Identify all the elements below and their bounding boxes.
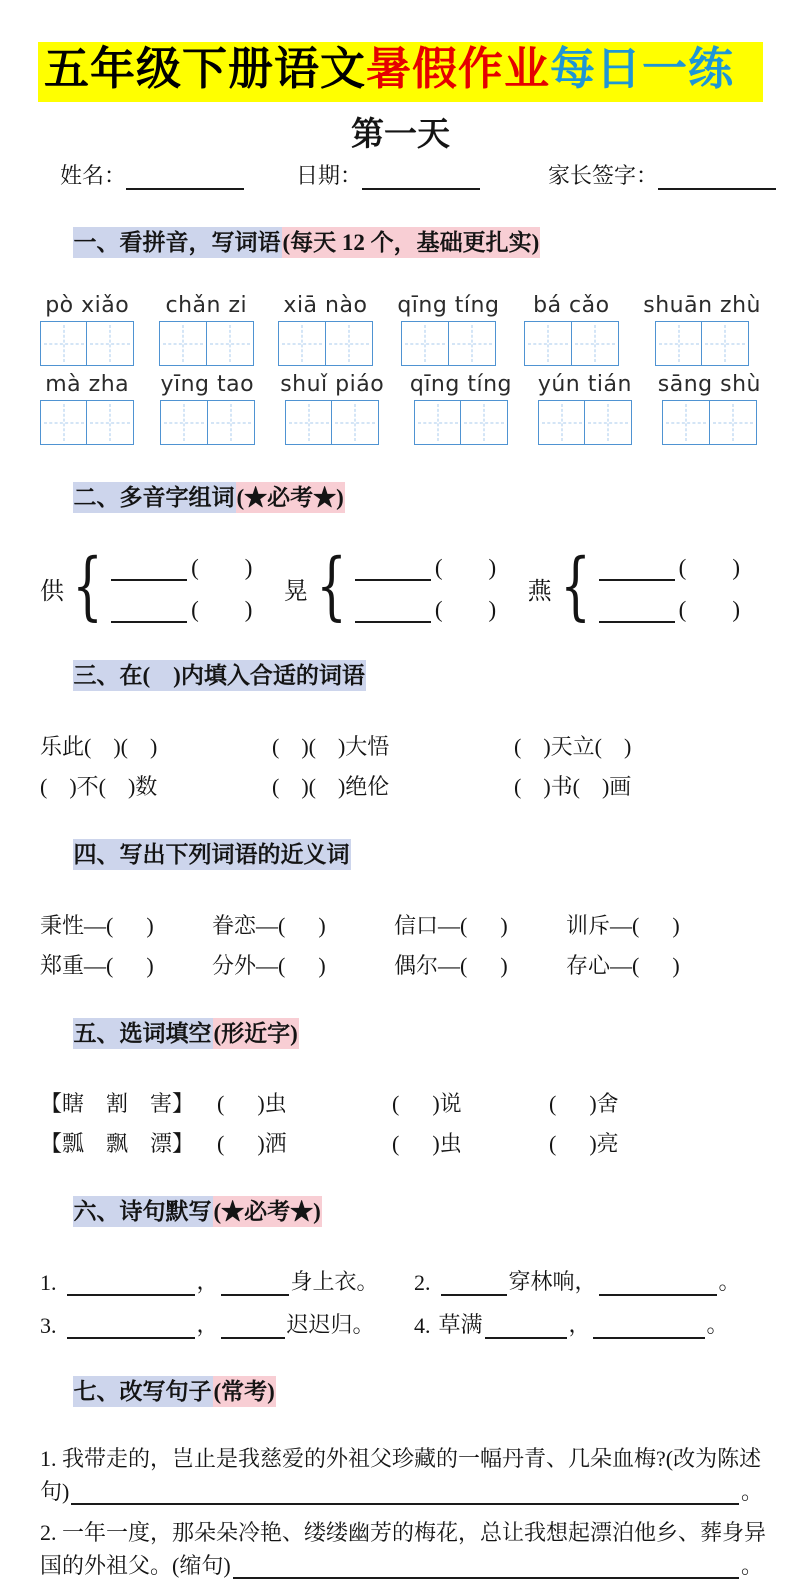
title-part-daily: 每日一练	[550, 44, 735, 94]
word-column	[159, 293, 253, 366]
polyphone-group	[527, 542, 740, 629]
pinyin-row	[40, 293, 761, 366]
blank-line[interactable]	[485, 1325, 567, 1339]
writing-grid	[285, 400, 379, 445]
blank-line[interactable]	[658, 176, 776, 190]
word-column	[278, 293, 372, 366]
sentence-1-period: 。	[740, 1478, 763, 1504]
writing-grid	[40, 321, 134, 366]
pinyin-label: pò xiǎo	[45, 293, 130, 319]
word-choice-blank: ( )舍	[549, 1091, 619, 1117]
blank-line[interactable]	[599, 609, 675, 623]
writing-cell[interactable]	[207, 400, 255, 445]
date-field-group	[296, 159, 480, 190]
blank-line[interactable]	[111, 609, 187, 623]
word-column	[40, 372, 134, 445]
text-fragment: )	[244, 597, 253, 623]
polyphone-answer-line	[599, 555, 740, 581]
writing-cell[interactable]	[584, 400, 632, 445]
word-choice-blank: ( )虫	[392, 1131, 462, 1157]
poem-item-number: 2.	[414, 1270, 431, 1296]
polyphone-answer-line	[111, 597, 252, 623]
section-6-title: 六、诗句默写	[73, 1196, 213, 1227]
writing-cell[interactable]	[709, 400, 757, 445]
synonym-blank: 训斥—( )	[566, 912, 680, 938]
name-field-group	[60, 159, 244, 190]
writing-cell[interactable]	[86, 400, 134, 445]
blank-line[interactable]	[126, 176, 244, 190]
poem-item-number: 4.	[414, 1313, 431, 1339]
section-4	[38, 810, 763, 980]
polyphone-answers	[355, 555, 496, 623]
section-6	[38, 1167, 763, 1339]
synonym-blank: 郑重—( )	[40, 952, 154, 978]
writing-grid	[40, 400, 134, 445]
polyphone-row	[40, 542, 740, 629]
text-fragment: 身上衣。	[290, 1269, 379, 1295]
writing-cell[interactable]	[538, 400, 586, 445]
pinyin-row	[40, 372, 761, 445]
polyphone-character: 燕	[527, 578, 552, 605]
text-fragment: ，	[568, 1312, 591, 1338]
idiom-blank: 乐此( )( )	[40, 734, 158, 759]
section-2-title: 二、多音字组词	[73, 482, 236, 513]
text-fragment: )	[732, 555, 740, 581]
section-3	[38, 631, 763, 801]
section-5-rows	[38, 1087, 763, 1158]
word-choice-blank: ( )亮	[549, 1131, 619, 1157]
pinyin-label: sāng shù	[657, 372, 761, 398]
section-6-header	[38, 1167, 763, 1257]
section-2-header	[38, 453, 763, 543]
word-choice-blank: ( )说	[392, 1091, 462, 1117]
writing-grid	[278, 321, 372, 366]
text-fragment: )	[244, 555, 253, 581]
synonym-blank: 偶尔—( )	[394, 952, 508, 978]
idiom-blank: ( )书( )画	[514, 774, 632, 799]
poem-items	[40, 1265, 763, 1339]
text-fragment: (	[434, 555, 443, 581]
writing-grid	[538, 400, 632, 445]
writing-grid	[524, 321, 618, 366]
word-choice-blank: ( )洒	[217, 1131, 287, 1157]
section-4-title: 四、写出下列词语的近义词	[73, 839, 351, 870]
writing-cell[interactable]	[448, 321, 496, 366]
info-row	[38, 159, 763, 190]
rewrite-sentence-2	[40, 1516, 767, 1582]
poem-item	[414, 1308, 763, 1339]
polyphone-character: 供	[40, 578, 64, 605]
idiom-blank: ( )不( )数	[40, 774, 158, 799]
writing-grid	[160, 400, 254, 445]
pinyin-label: bá cǎo	[533, 293, 610, 319]
writing-grid	[401, 321, 495, 366]
blank-line[interactable]	[599, 567, 675, 581]
text-fragment: 穿林响，	[508, 1269, 597, 1295]
section-5-note: (形近字)	[213, 1018, 299, 1049]
day-title: 第一天	[351, 117, 450, 154]
section-7-note: (常考)	[213, 1376, 276, 1407]
title-part-homework: 暑假作业	[366, 44, 551, 94]
fill-in-row	[40, 1087, 763, 1118]
idiom-blank: ( )天立( )	[514, 734, 632, 759]
writing-grid	[655, 321, 749, 366]
writing-grid	[414, 400, 508, 445]
sentence-1-text: 1. 我带走的，岂止是我慈爱的外祖父珍藏的一幅丹青、几朵血梅?(改为陈述	[40, 1445, 762, 1471]
pinyin-label: xiā nào	[283, 293, 368, 319]
worksheet-title-banner	[38, 42, 763, 102]
blank-line[interactable]	[441, 1282, 507, 1296]
word-choice-blank: 【瞎 割 害】	[40, 1091, 195, 1117]
text-fragment: )	[488, 555, 497, 581]
writing-grid	[662, 400, 756, 445]
word-column	[538, 372, 632, 445]
word-choice-blank: ( )虫	[217, 1091, 287, 1117]
poem-item	[414, 1265, 763, 1296]
blank-line[interactable]	[111, 567, 187, 581]
blank-line[interactable]	[355, 609, 431, 623]
brace-glyph: {	[559, 542, 591, 629]
name-field-group-label: 姓名：	[60, 163, 127, 189]
text-fragment: ，	[196, 1312, 219, 1338]
text-fragment: (	[191, 555, 199, 581]
writing-cell[interactable]	[571, 321, 619, 366]
word-column	[160, 372, 254, 445]
section-1	[38, 198, 763, 445]
synonym-blank: 眷恋—( )	[212, 912, 326, 938]
poem-item-number: 3.	[40, 1313, 57, 1339]
section-5-header	[38, 989, 763, 1079]
pinyin-label: shuǐ piáo	[280, 372, 385, 398]
text-fragment: (	[678, 555, 687, 581]
blank-line[interactable]	[221, 1325, 285, 1339]
blank-line[interactable]	[67, 1325, 195, 1339]
word-choice-blank: 【瓢 飘 漂】	[40, 1131, 195, 1157]
blank-line[interactable]	[221, 1282, 289, 1296]
blank-line[interactable]	[362, 176, 480, 190]
section-3-header	[38, 631, 763, 721]
writing-cell[interactable]	[414, 400, 462, 445]
sentence-2-text: 2. 一年一度，那朵朵冷艳、缕缕幽芳的梅花，总让我想起漂泊他乡、葬身异	[40, 1519, 767, 1545]
writing-cell[interactable]	[160, 400, 208, 445]
poem-item-number: 1.	[40, 1270, 57, 1296]
pinyin-label: yīng tao	[160, 372, 255, 398]
pinyin-label: yún tián	[537, 372, 632, 398]
section-6-note: (★必考★)	[213, 1196, 322, 1227]
fill-in-row	[40, 949, 763, 980]
word-column	[524, 293, 618, 366]
synonym-blank: 存心—( )	[566, 952, 680, 978]
writing-cell[interactable]	[278, 321, 326, 366]
section-7	[38, 1347, 767, 1582]
polyphone-answer-line	[111, 555, 252, 581]
text-fragment: 。	[718, 1269, 741, 1295]
pinyin-label: qīng tíng	[409, 372, 512, 398]
word-column	[40, 293, 134, 366]
pinyin-grid-rows	[38, 293, 763, 445]
writing-cell[interactable]	[40, 321, 88, 366]
writing-cell[interactable]	[401, 321, 449, 366]
sentence-1-wrap-prefix: 句)	[40, 1478, 70, 1504]
idiom-blank: ( )( )大悟	[272, 734, 390, 759]
word-column	[397, 293, 499, 366]
synonym-blank: 信口—( )	[394, 912, 508, 938]
word-column	[643, 293, 761, 366]
section-3-rows	[38, 730, 763, 801]
poem-item	[40, 1308, 408, 1339]
text-fragment: )	[732, 597, 740, 623]
polyphone-character: 晃	[283, 578, 308, 605]
section-2-note: (★必考★)	[236, 482, 345, 513]
text-fragment: (	[434, 597, 443, 623]
text-fragment: (	[191, 597, 199, 623]
text-fragment: 。	[706, 1312, 729, 1338]
section-1-title: 一、看拼音，写词语	[73, 227, 282, 258]
writing-cell[interactable]	[524, 321, 572, 366]
section-1-header	[38, 198, 763, 288]
polyphone-answer-line	[599, 597, 740, 623]
writing-cell[interactable]	[40, 400, 88, 445]
polyphone-answer-line	[355, 597, 496, 623]
blank-line[interactable]	[355, 567, 431, 581]
polyphone-answers	[599, 555, 740, 623]
writing-cell[interactable]	[460, 400, 508, 445]
word-column	[280, 372, 384, 445]
polyphone-group	[283, 542, 497, 629]
idiom-blank: ( )( )绝伦	[272, 774, 390, 799]
fill-in-row	[40, 770, 763, 801]
poem-item	[40, 1265, 408, 1296]
word-column	[658, 372, 761, 445]
text-fragment: 迟迟归。	[286, 1312, 375, 1338]
section-5	[38, 989, 763, 1159]
polyphone-group	[40, 542, 253, 629]
writing-cell[interactable]	[701, 321, 749, 366]
polyphone-answer-line	[355, 555, 496, 581]
writing-cell[interactable]	[206, 321, 254, 366]
title-part-grade: 五年级下册语文	[44, 44, 367, 94]
fill-in-row	[40, 730, 763, 761]
writing-cell[interactable]	[285, 400, 333, 445]
section-7-title: 七、改写句子	[73, 1376, 213, 1407]
section-7-header	[38, 1347, 763, 1437]
polyphone-answers	[111, 555, 252, 623]
writing-cell[interactable]	[655, 321, 703, 366]
answer-line[interactable]	[71, 1491, 739, 1505]
writing-cell[interactable]	[159, 321, 207, 366]
fill-in-row	[40, 909, 763, 940]
pinyin-label: shuān zhù	[643, 293, 761, 319]
brace-glyph: {	[316, 542, 347, 629]
section-4-rows	[38, 909, 763, 980]
synonym-blank: 秉性—( )	[40, 912, 154, 938]
text-fragment: )	[488, 597, 497, 623]
pinyin-label: chǎn zi	[165, 293, 248, 319]
pinyin-label: mà zha	[45, 372, 130, 398]
writing-cell[interactable]	[86, 321, 134, 366]
rewrite-sentence-1	[40, 1442, 763, 1508]
blank-line[interactable]	[599, 1282, 717, 1296]
section-4-header	[38, 810, 763, 900]
synonym-blank: 分外—( )	[212, 952, 326, 978]
writing-cell[interactable]	[331, 400, 379, 445]
fill-in-row	[40, 1127, 763, 1158]
text-fragment: 草满	[438, 1312, 483, 1338]
word-column	[410, 372, 512, 445]
sentence-2-period: 。	[740, 1552, 763, 1578]
section-1-note: (每天 12 个，基础更扎实)	[282, 227, 541, 258]
pinyin-label: qīng tíng	[397, 293, 500, 319]
writing-grid	[159, 321, 253, 366]
blank-line[interactable]	[593, 1325, 705, 1339]
text-fragment: ，	[196, 1269, 219, 1295]
date-field-group-label: 日期：	[296, 163, 363, 189]
section-5-title: 五、选词填空	[73, 1018, 213, 1049]
brace-glyph: {	[72, 542, 103, 629]
signature-field-group-label: 家长签字：	[548, 163, 659, 189]
section-3-title: 三、在( )内填入合适的词语	[73, 660, 366, 691]
text-fragment: (	[678, 597, 687, 623]
writing-cell[interactable]	[662, 400, 710, 445]
sentence-2-wrap-prefix: 国的外祖父。(缩句)	[40, 1552, 231, 1578]
writing-cell[interactable]	[325, 321, 373, 366]
section-2	[38, 453, 763, 629]
signature-field-group	[548, 159, 776, 190]
answer-line[interactable]	[233, 1565, 739, 1579]
blank-line[interactable]	[67, 1282, 195, 1296]
